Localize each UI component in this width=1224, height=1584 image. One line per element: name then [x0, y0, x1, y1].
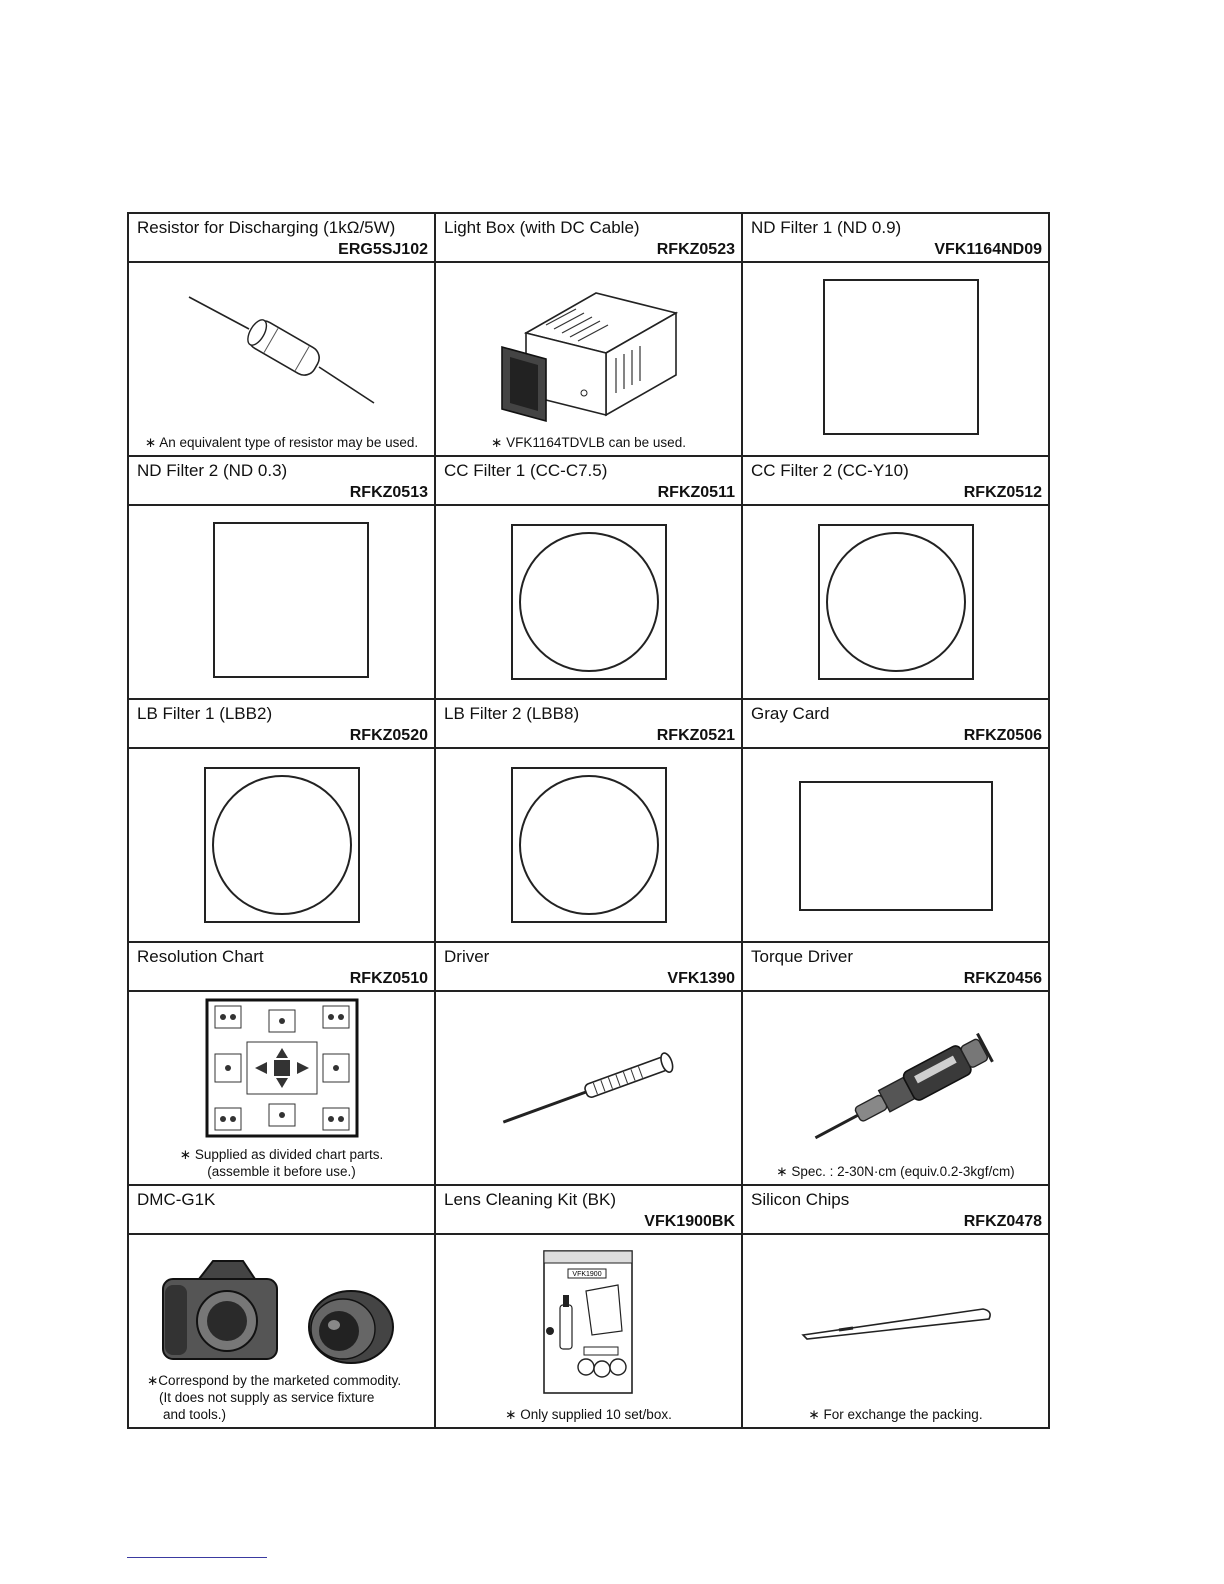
item-image-cell [128, 1234, 435, 1428]
item-header [128, 942, 435, 991]
item-image-cell [435, 262, 742, 456]
item-header [435, 942, 742, 991]
item-code: RFKZ0523 [656, 241, 735, 258]
round-filter-icon [818, 524, 974, 680]
item-code: RFKZ0521 [656, 727, 735, 744]
item-name: Resolution Chart [137, 947, 264, 966]
item-note: ∗ Only supplied 10 set/box. [505, 1407, 672, 1422]
item-name: Light Box (with DC Cable) [444, 218, 640, 237]
item-code: RFKZ0513 [349, 484, 428, 501]
torque-driver-icon [743, 992, 1050, 1184]
item-code: RFKZ0520 [349, 727, 428, 744]
item-code: RFKZ0512 [963, 484, 1042, 501]
round-filter-icon [204, 767, 360, 923]
screwdriver-icon [436, 992, 743, 1184]
item-image-cell [128, 505, 435, 699]
item-image-cell [435, 748, 742, 942]
item-header [742, 942, 1049, 991]
item-name: DMC-G1K [137, 1190, 216, 1209]
resistor-icon [129, 263, 436, 455]
item-image-cell [128, 262, 435, 456]
light-box-icon [436, 263, 743, 455]
item-image-cell [742, 505, 1049, 699]
item-code: RFKZ0456 [963, 970, 1042, 987]
item-note: ∗ An equivalent type of resistor may be used. [144, 435, 419, 450]
item-note-line: and tools.) [163, 1407, 227, 1422]
item-header [435, 213, 742, 262]
round-filter-icon [511, 524, 667, 680]
item-name: CC Filter 1 (CC-C7.5) [444, 461, 608, 480]
item-name: Resistor for Discharging (1kΩ/5W) [137, 218, 396, 237]
item-note: ∗ VFK1164TDVLB can be used. [491, 435, 686, 450]
item-name: Driver [444, 947, 490, 966]
item-name: Lens Cleaning Kit (BK) [444, 1190, 616, 1209]
item-header [435, 1185, 742, 1234]
item-header [435, 456, 742, 505]
item-name: CC Filter 2 (CC-Y10) [751, 461, 909, 480]
item-header [128, 1185, 435, 1234]
item-header [128, 699, 435, 748]
item-name: ND Filter 1 (ND 0.9) [751, 218, 902, 237]
item-name: Silicon Chips [751, 1190, 850, 1209]
item-name: Torque Driver [751, 947, 854, 966]
item-note-line: (assemble it before use.) [207, 1164, 356, 1179]
item-image-cell [742, 1234, 1049, 1428]
item-image-cell [742, 262, 1049, 456]
item-note-line: ∗ Supplied as divided chart parts. [179, 1147, 384, 1162]
item-name: ND Filter 2 (ND 0.3) [137, 461, 288, 480]
item-code: RFKZ0478 [963, 1213, 1042, 1230]
item-image-cell [435, 1234, 742, 1428]
item-code: VFK1390 [667, 970, 735, 987]
square-filter-icon [213, 522, 369, 678]
item-header [742, 213, 1049, 262]
bag-label: VFK1900 [572, 1271, 602, 1278]
item-image-cell [128, 748, 435, 942]
item-header [742, 699, 1049, 748]
item-note: ∗ For exchange the packing. [808, 1407, 983, 1422]
item-image-cell [435, 991, 742, 1185]
cleaning-kit-icon [436, 1235, 743, 1427]
gray-card-icon [799, 781, 993, 911]
tweezers-icon [743, 1235, 1050, 1427]
round-filter-icon [511, 767, 667, 923]
item-image-cell [742, 748, 1049, 942]
item-image-cell [742, 991, 1049, 1185]
item-image-cell [435, 505, 742, 699]
square-filter-icon [823, 279, 979, 435]
item-header [435, 699, 742, 748]
item-code: RFKZ0506 [963, 727, 1042, 744]
footer-rule [127, 1557, 267, 1558]
item-header [128, 213, 435, 262]
item-header [742, 456, 1049, 505]
item-code: VFK1900BK [644, 1213, 735, 1230]
item-code: RFKZ0510 [349, 970, 428, 987]
item-code: VFK1164ND09 [934, 241, 1042, 258]
item-name: LB Filter 1 (LBB2) [137, 704, 273, 723]
item-note-line: (It does not supply as service fixture [159, 1390, 375, 1405]
item-header [742, 1185, 1049, 1234]
item-name: LB Filter 2 (LBB8) [444, 704, 580, 723]
item-note-line: ∗Correspond by the marketed commodity. [147, 1373, 402, 1388]
item-code: ERG5SJ102 [338, 241, 428, 258]
tools-table [127, 212, 1050, 1429]
item-note: ∗ Spec. : 2-30N·cm (equiv.0.2-3kgf/cm) [776, 1164, 1015, 1179]
item-image-cell [128, 991, 435, 1185]
item-header [128, 456, 435, 505]
item-name: Gray Card [751, 704, 830, 723]
item-note [147, 1372, 434, 1423]
item-note [129, 1146, 434, 1180]
item-code: RFKZ0511 [657, 484, 735, 501]
